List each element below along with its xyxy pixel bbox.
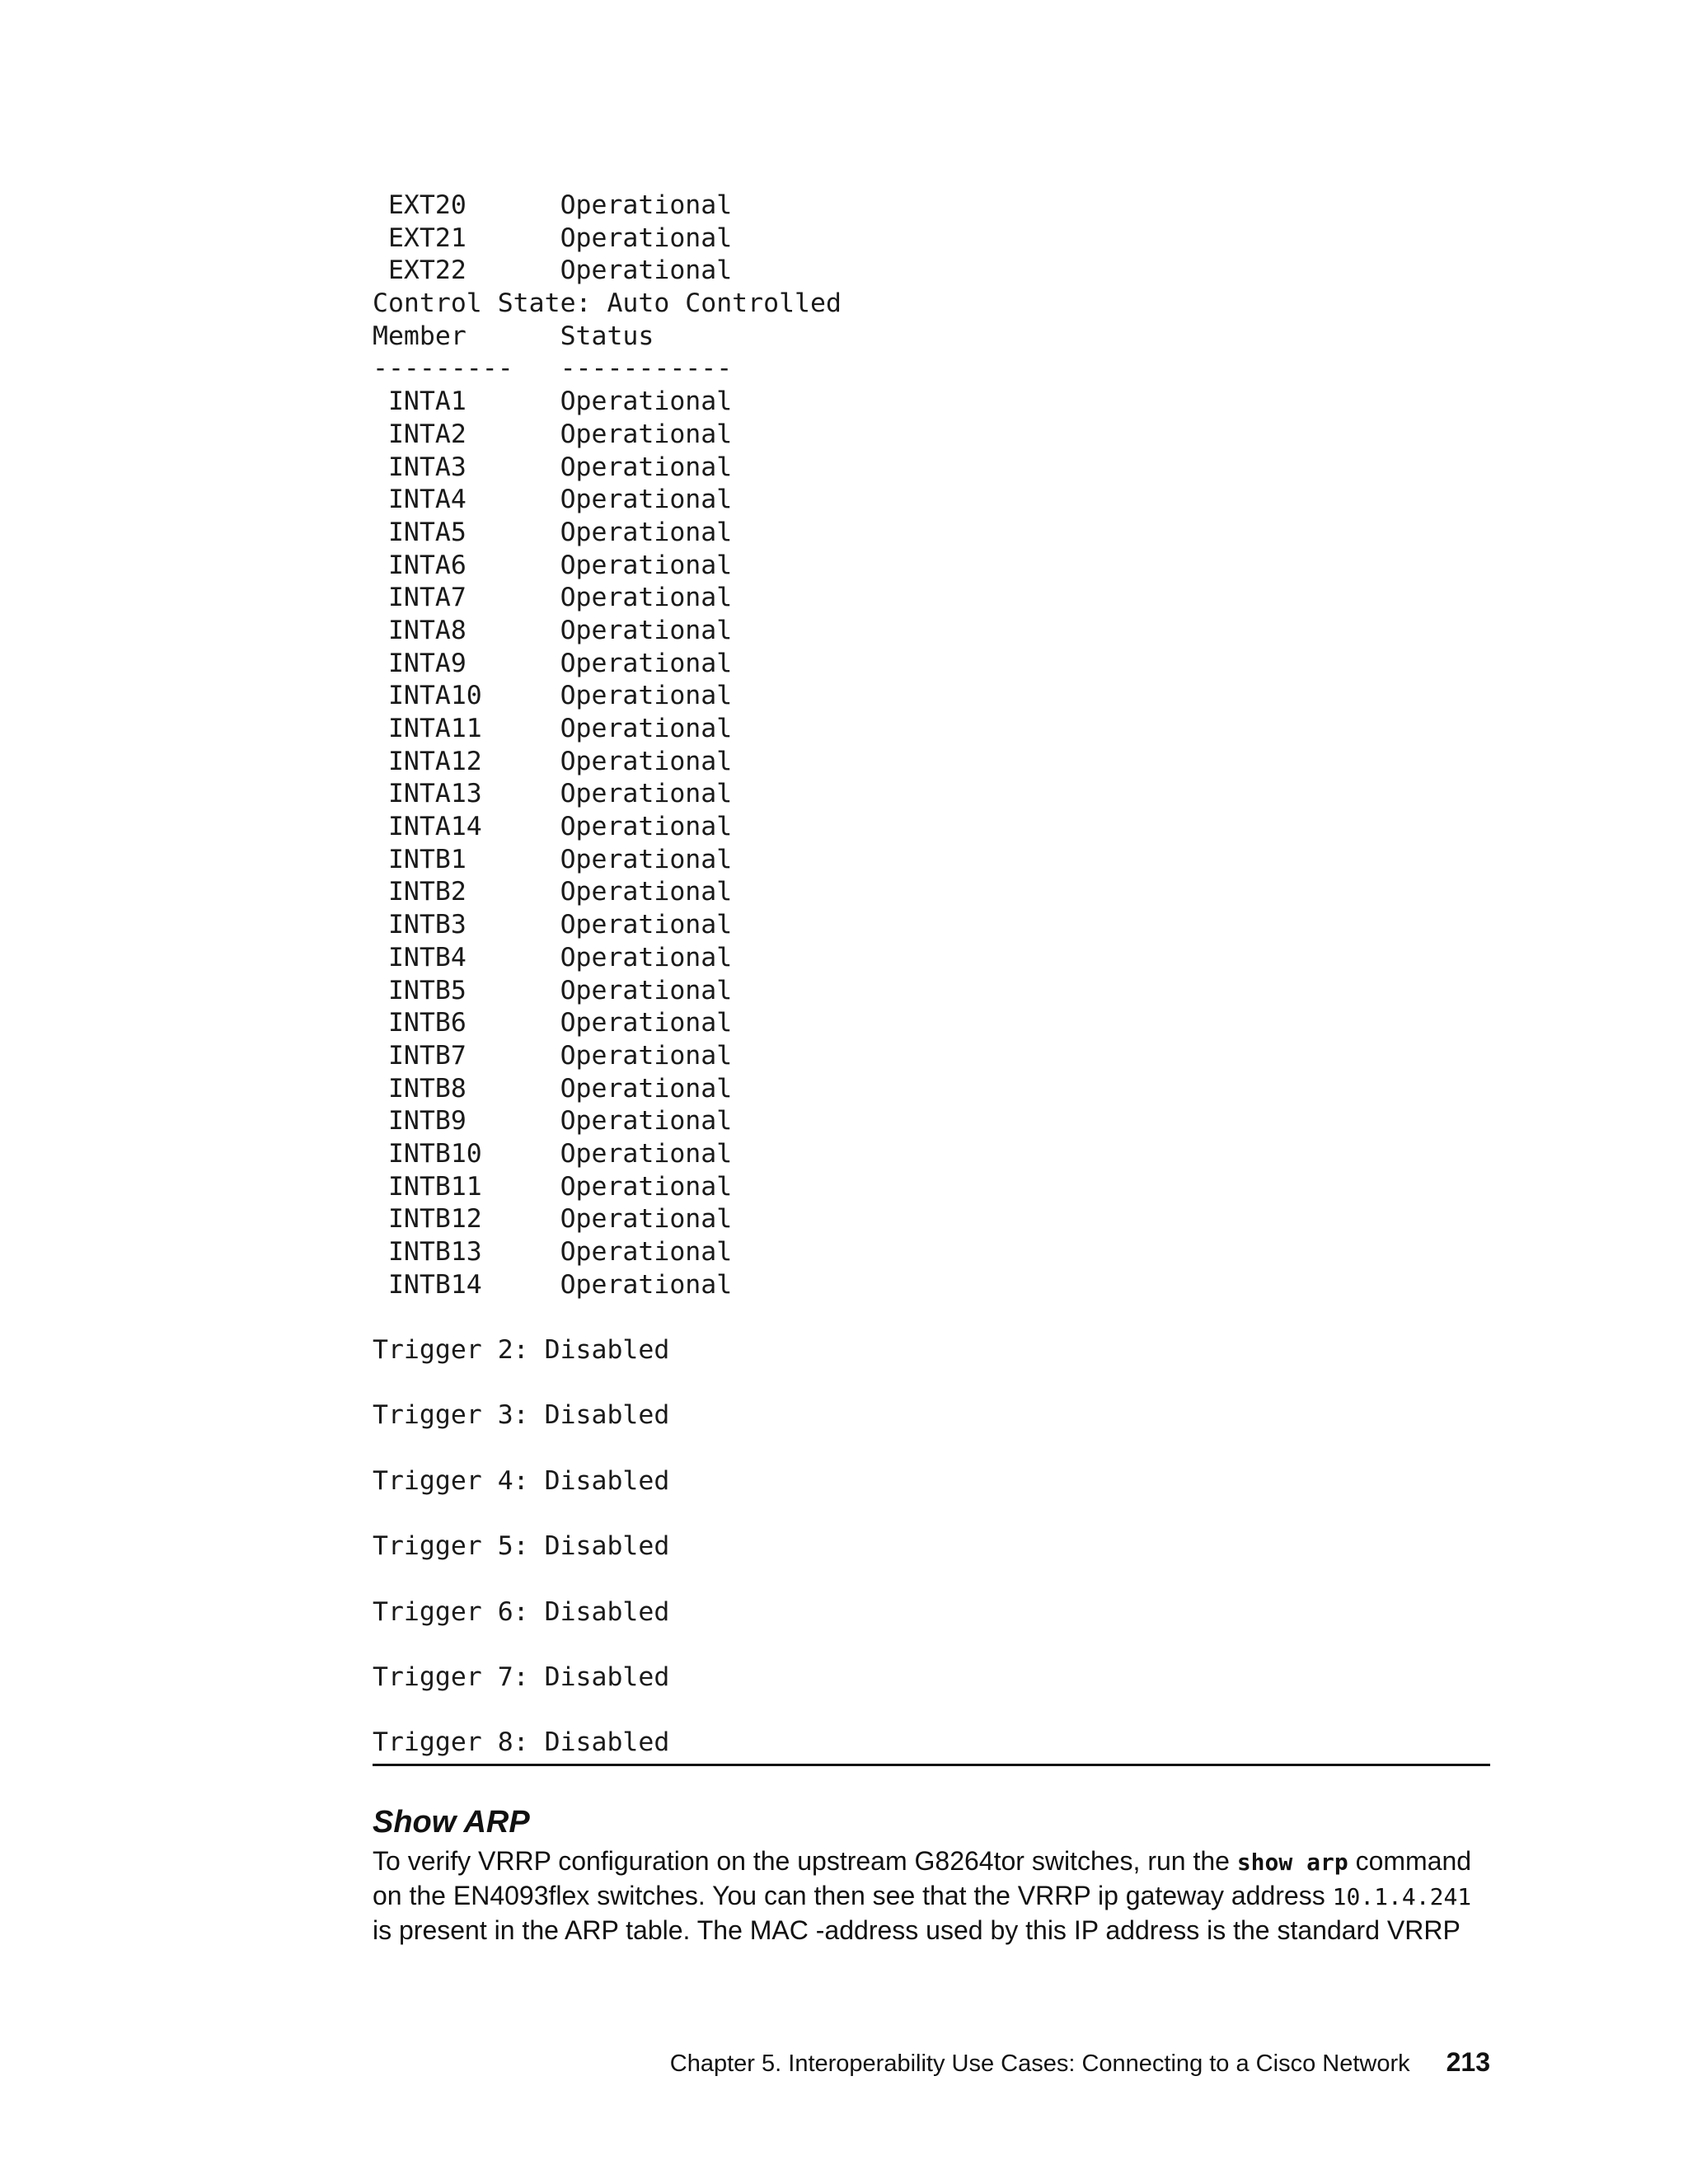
code-line: Member Status bbox=[373, 321, 654, 351]
code-block-bottom-rule bbox=[373, 1764, 1490, 1766]
code-line: INTB14 Operational bbox=[373, 1269, 733, 1300]
code-line: INTB12 Operational bbox=[373, 1204, 733, 1235]
code-line: Trigger 4: Disabled bbox=[373, 1465, 670, 1496]
code-line: --------- ----------- bbox=[373, 354, 733, 384]
code-line: INTB11 Operational bbox=[373, 1171, 733, 1202]
code-blank-line bbox=[373, 1498, 842, 1531]
code-line: INTA12 Operational bbox=[373, 746, 733, 776]
code-line: EXT22 Operational bbox=[373, 255, 733, 286]
code-line: INTB2 Operational bbox=[373, 877, 733, 907]
footer-chapter-title: Chapter 5. Interoperability Use Cases: Connecting to a Cisco Network bbox=[669, 2050, 1410, 2077]
code-listing bbox=[373, 190, 842, 1760]
code-blank-line bbox=[373, 1629, 842, 1661]
code-line: INTB7 Operational bbox=[373, 1040, 733, 1071]
code-line: INTB8 Operational bbox=[373, 1073, 733, 1104]
code-line: INTB9 Operational bbox=[373, 1106, 733, 1137]
code-line: INTB1 Operational bbox=[373, 844, 733, 874]
code-line: INTB4 Operational bbox=[373, 942, 733, 972]
paragraph-text-1: To verify VRRP configuration on the upstream G8264tor switches, run the bbox=[373, 1846, 1237, 1876]
code-line: INTA7 Operational bbox=[373, 583, 733, 613]
code-line: Trigger 7: Disabled bbox=[373, 1661, 670, 1692]
code-blank-line bbox=[373, 1367, 842, 1400]
code-line: INTA8 Operational bbox=[373, 615, 733, 645]
code-line: INTB6 Operational bbox=[373, 1008, 733, 1038]
body-paragraph bbox=[373, 1844, 1493, 1947]
code-line: Trigger 8: Disabled bbox=[373, 1727, 670, 1758]
page-footer bbox=[670, 2047, 1490, 2078]
code-line: Trigger 3: Disabled bbox=[373, 1400, 670, 1431]
code-line: Trigger 5: Disabled bbox=[373, 1531, 670, 1562]
page-number: 213 bbox=[1446, 2047, 1490, 2077]
code-blank-line bbox=[373, 1694, 842, 1727]
code-line: INTB5 Operational bbox=[373, 975, 733, 1005]
ip-address-inline-code: 10.1.4.241 bbox=[1332, 1883, 1472, 1910]
code-line: EXT20 Operational bbox=[373, 190, 733, 220]
code-line: INTB3 Operational bbox=[373, 910, 733, 940]
code-line: INTA3 Operational bbox=[373, 452, 733, 482]
code-line: INTB13 Operational bbox=[373, 1237, 733, 1267]
code-line: INTA6 Operational bbox=[373, 550, 733, 580]
code-line: INTA5 Operational bbox=[373, 517, 733, 547]
code-blank-line bbox=[373, 1432, 842, 1465]
code-line: INTA11 Operational bbox=[373, 714, 733, 743]
code-line: INTA1 Operational bbox=[373, 387, 733, 417]
code-line: Control State: Auto Controlled bbox=[373, 288, 842, 319]
code-line: INTA4 Operational bbox=[373, 485, 733, 515]
code-blank-line bbox=[373, 1301, 842, 1334]
code-line: INTA9 Operational bbox=[373, 648, 733, 678]
code-line: INTA10 Operational bbox=[373, 681, 733, 711]
paragraph-text-2: command on the EN4093flex switches. You can then see that the VRRP ip gateway address bbox=[373, 1846, 1472, 1910]
code-line: INTA2 Operational bbox=[373, 419, 733, 449]
paragraph-text-3: is present in the ARP table. The MAC -address used by this IP address is the standard VRRP bbox=[373, 1915, 1461, 1945]
code-line: INTA14 Operational bbox=[373, 812, 733, 842]
code-line: INTA13 Operational bbox=[373, 779, 733, 809]
code-line: INTB10 Operational bbox=[373, 1138, 733, 1169]
code-blank-line bbox=[373, 1563, 842, 1596]
section-heading: Show ARP bbox=[373, 1805, 530, 1840]
code-line: EXT21 Operational bbox=[373, 223, 733, 253]
code-line: Trigger 6: Disabled bbox=[373, 1596, 670, 1627]
code-line: Trigger 2: Disabled bbox=[373, 1335, 670, 1366]
command-inline-code: show arp bbox=[1236, 1849, 1348, 1876]
